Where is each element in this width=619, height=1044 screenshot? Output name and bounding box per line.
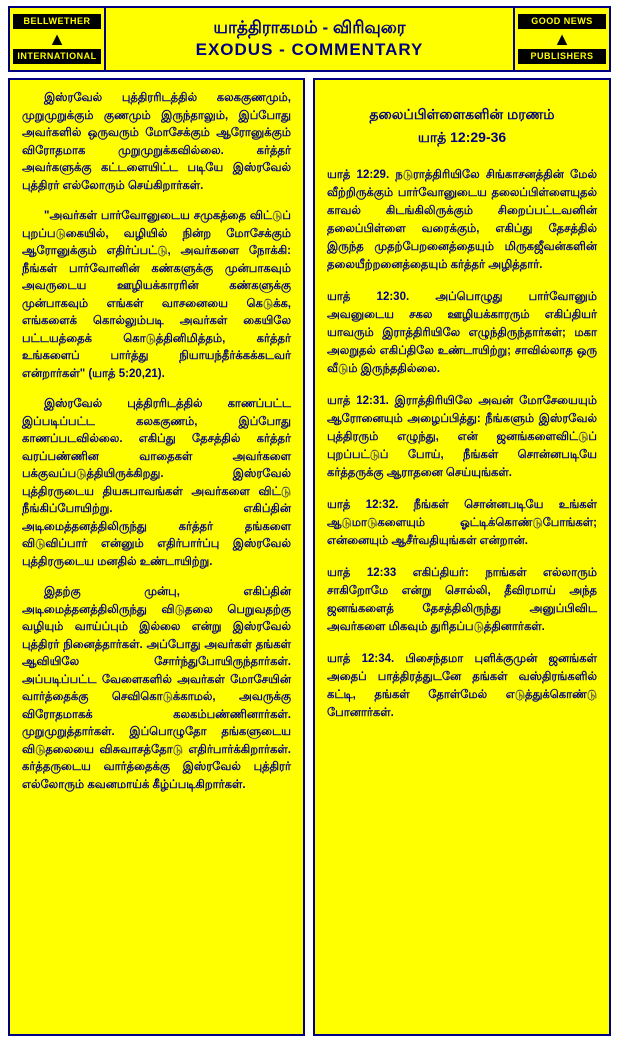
- verse: யாத் 12:33 எகிப்தியர்: நாங்கள் எல்லாரும் சாகிறோமே என்று சொல்லி, தீவிரமாய் அந்த ஜனங்களைத் தேசத்திலிருந்து அனுப்பிவிட அவர்களை மிகவும் துரிதப்படுத்தினார்கள்.: [327, 567, 597, 633]
- page-body: [8, 78, 611, 1036]
- title-english: EXODUS - COMMENTARY: [195, 40, 424, 59]
- paragraph: இஸ்ரவேல் புத்திரரிடத்தில் கலககுணமும், முறுமுறுக்கும் குணமும் இருந்தாலும், இப்போது அவர்களில் ஒருவரும் மோசேக்கும் ஆரோனுக்கும் விரோதமாக முறுமுறுக்கவில்லை. கர்த்தர் அவர்களுக்கு கட்டளையிட்ட படியே இஸ்ரவேல் புத்திரர் எல்லோரும் செய்கிறார்கள்.: [22, 92, 291, 192]
- bellwether-logo: [10, 8, 106, 70]
- right-column: [313, 78, 611, 1036]
- verse: யாத் 12:32. நீங்கள் சொன்னபடியே உங்கள் ஆடுமாடுகளையும் ஓட்டிக்கொண்டுபோங்கள்; என்னையும் ஆசீர்வதியுங்கள் என்றான்.: [327, 499, 597, 547]
- bellwether-logo-sub: INTERNATIONAL: [13, 49, 101, 64]
- left-column: [8, 78, 305, 1036]
- tower-icon: ▲: [48, 29, 66, 49]
- good-news-logo-sub: PUBLISHERS: [518, 49, 606, 64]
- tower-icon: ▲: [553, 29, 571, 49]
- good-news-logo: [513, 8, 609, 70]
- section-reference: யாத் 12:29-36: [417, 129, 507, 145]
- verse: யாத் 12:29. நடுராத்திரியிலே சிங்காசனத்தின் மேல் வீற்றிருக்கும் பார்வோனுடைய தலைப்பிள்ளையுதல் காவல் கிடங்கிலிருக்கும் சிறைப்பட்டவனின் தலைப்பிள்ளை வரைக்கும், எகிப்து தேசத்தில் இருந்த முதற்பேறனைத்தையும் மிருகஜீவன்களின் தலையீற்றனைத்தையும் கர்த்தர் அழித்தார்.: [327, 169, 597, 271]
- good-news-logo-name: GOOD NEWS: [518, 14, 606, 29]
- paragraph: இதற்கு முன்பு, எகிப்தின் அடிமைத்தனத்திலிருந்து விடுதலை பெறுவதற்கு வழியும் வாய்ப்பும் இல்லை என்று இஸ்ரவேல் புத்திரர் நினைத்தார்கள். அப்போது அவர்கள் தங்கள் ஆவியிலே சோர்ந்துபோயிருந்தார்கள். அப்படிப்பட்ட வேளைகளில் அவர்கள் மோசேயின் வார்த்தைக்கு செவிகொடுக்காமல், அவருக்கு விரோதமாகக் கலகம்பண்ணினார்கள். முறுமுறுத்தார்கள். இப்பொழுதோ தங்களுடைய விடுதலையை விசுவாசத்தோடு எதிர்பார்க்கிறார்கள். கர்த்தருடைய வார்த்தைக்கு இஸ்ரவேல் புத்திரர் எல்லோரும் கவனமாய்க் கீழ்ப்படிகிறார்கள்.: [22, 586, 291, 791]
- section-heading: தலைப்பிள்ளைகளின் மரணம்: [369, 106, 555, 122]
- verse: யாத் 12:31. இராத்திரியிலே அவன் மோசேயையும் ஆரோனையும் அழைப்பித்து: நீங்களும் இஸ்ரவேல் புத்திரரும் எழுந்து, என் ஜனங்களைவிட்டுப் புறப்பட்டுப் போய், நீங்கள் சொன்னபடியே கர்த்தருக்கு ஆராதனை செய்யுங்கள்.: [327, 395, 597, 479]
- page-header: [8, 6, 611, 72]
- paragraph: "அவர்கள் பார்வோனுடைய சமுகத்தை விட்டுப் புறப்படுகையில், வழியில் நின்ற மோசேக்கும் ஆரோனுக்கும் எதிர்ப்பட்டு, அவர்களை நோக்கி: நீங்கள் பார்வோனின் கண்களுக்கு முன்பாகவும் அவருடைய ஊழியக்காரரின் கண்களுக்கு முன்பாகவும் எங்கள் வாசனையை கெடுக்க, எங்களைக் கொல்லும்படி அவர்கள் கையிலே பட்டயத்தைக் கொடுத்தினிமித்தம், கர்த்தர் உங்களைப் பார்த்து நியாயந்தீர்க்கக்கடவர் என்றார்கள்" (யாத் 5:20,21).: [22, 210, 291, 380]
- page-title: [106, 8, 513, 70]
- verse: யாத் 12:34. பிசைந்தமா புளிக்குமுன் ஜனங்கள் அதைப் பாத்திரத்துடனே தங்கள் வஸ்திரங்களில் கட்டி, தங்கள் தோள்மேல் எடுத்துக்கொண்டு போனார்கள்.: [327, 653, 597, 719]
- verse: யாத் 12:30. அப்பொழுது பார்வோனும் அவனுடைய சகல ஊழியக்காரரும் எகிப்தியர் யாவரும் இராத்திரியிலே எழுந்திருந்தார்கள்; மகா அலறுதல் எகிப்திலே உண்டாயிற்று; சாவில்லாத ஒரு வீடும் இருந்ததில்லை.: [327, 291, 597, 375]
- paragraph: இஸ்ரவேல் புத்திரரிடத்தில் காணப்பட்ட இப்படிப்பட்ட கலககுணம், இப்போது காணப்படவில்லை. எகிப்து தேசத்தில் கர்த்தர் வரப்பண்ணின வாதைகள் அவர்களை பக்குவப்படுத்தியிருக்கிறது. இஸ்ரவேல் புத்திரருடைய தியசுபாவங்கள் அவர்களை விட்டு நீங்கிப்போயிற்று. எகிப்தின் அடிமைத்தனத்திலிருந்து கர்த்தர் தங்களை விடுவிப்பார் என்னும் எதிர்பார்ப்பு இஸ்ரவேல் புத்திரருடைய மனதில் உண்டாயிற்று.: [22, 398, 291, 568]
- bellwether-logo-name: BELLWETHER: [13, 14, 101, 29]
- title-tamil: யாத்திராகமம் - விரிவுரை: [213, 18, 406, 37]
